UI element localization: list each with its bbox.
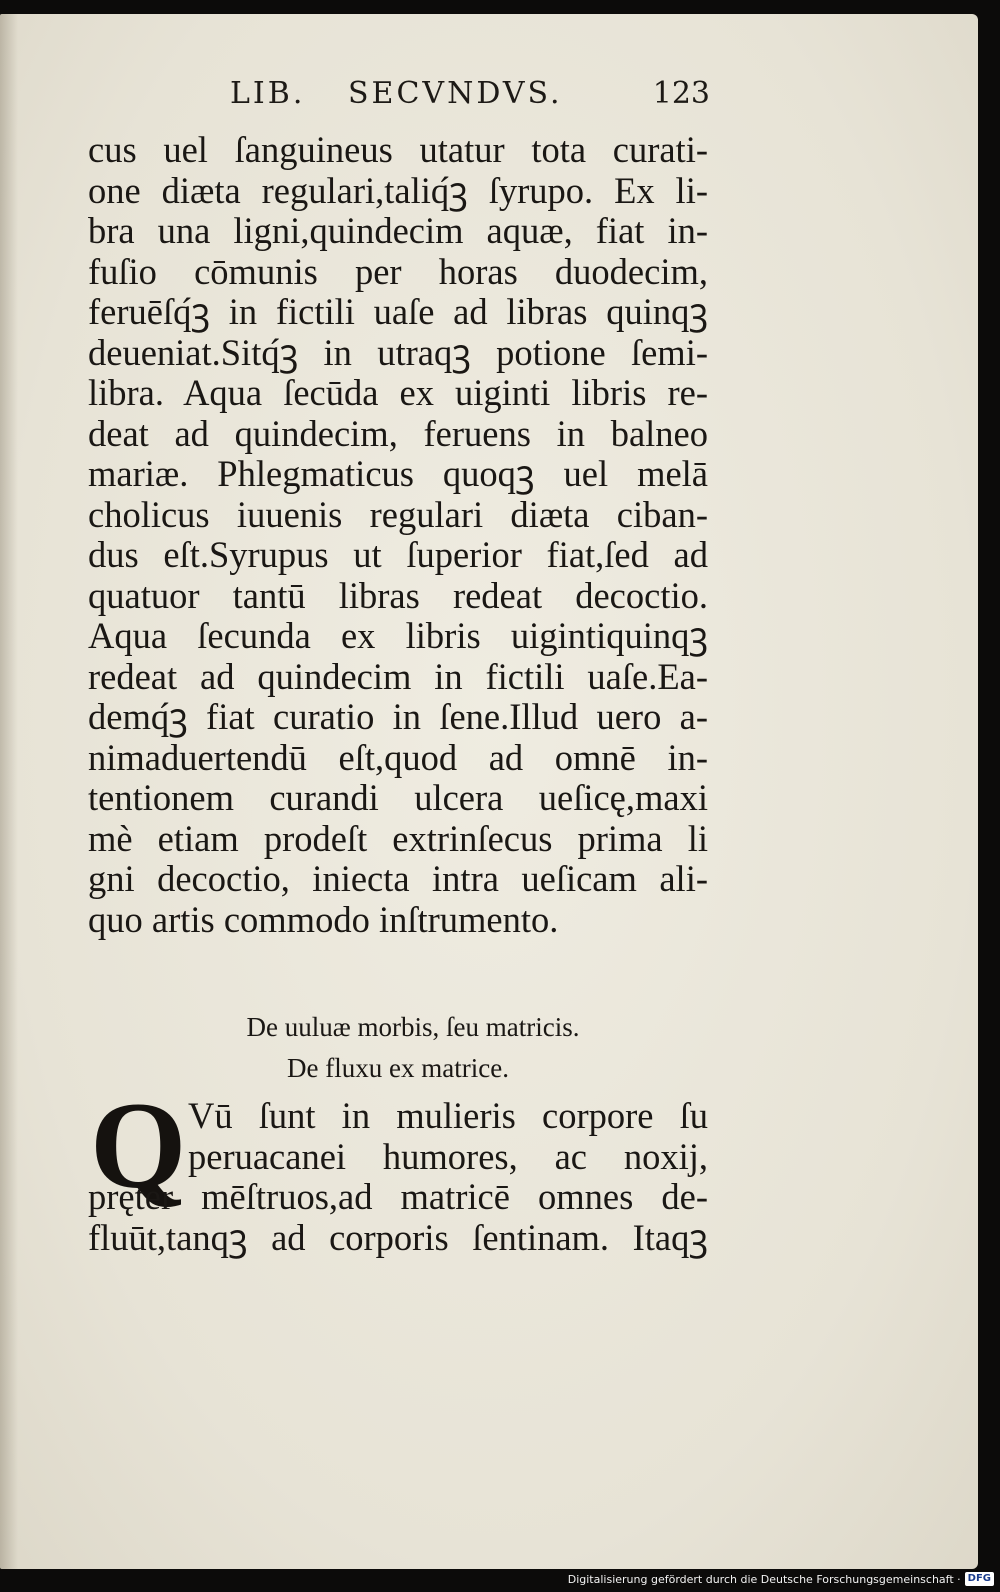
text-line: tentionem curandi ulcera ueſicę,maxi bbox=[88, 777, 708, 818]
text-line: bra una ligni,quindecim aquæ, fiat in- bbox=[88, 210, 708, 251]
text-line: deat ad quindecim, feruens in balneo bbox=[88, 412, 708, 454]
text-line: pręter mēſtruos,ad matricē omnes de- bbox=[88, 1176, 708, 1217]
text-line: feruēſq́ꝫ in fictili uaſe ad libras quinqꝫ bbox=[88, 291, 708, 332]
dfg-logo-icon: DFG bbox=[965, 1572, 994, 1586]
text-line: Vū ſunt in mulieris corpore ſu bbox=[188, 1095, 708, 1136]
text-line: libra. Aqua ſecūda ex uiginti libris re- bbox=[88, 372, 708, 413]
text-line: redeat ad quindecim in fictili uaſe.Ea- bbox=[88, 655, 708, 697]
section-label: SECVNDVS. bbox=[348, 76, 563, 111]
book-label: LIB. bbox=[230, 76, 306, 111]
text-line: nimaduertendū eſt,quod ad omnē in- bbox=[88, 736, 708, 778]
text-line: fluūt,tanqꝫ ad corporis ſentinam. Itaqꝫ bbox=[88, 1216, 708, 1258]
text-line: demq́ꝫ fiat curatio in ſene.Illud uero a- bbox=[88, 696, 708, 737]
main-text-block bbox=[88, 130, 708, 940]
text-line: quatuor tantū libras redeat decoctio. bbox=[88, 574, 708, 616]
page-number: 123 bbox=[652, 76, 710, 111]
text-line: mariæ. Phlegmaticus quoqꝫ uel melā bbox=[88, 453, 708, 494]
drop-cap: Q bbox=[90, 1077, 187, 1214]
section-heading: De uuluæ morbis, ſeu matricis. bbox=[246, 1012, 580, 1042]
text-line: gni decoctio, iniecta intra ueſicam ali- bbox=[88, 858, 708, 899]
text-line: one diæta regulari,taliq́ꝫ ſyrupo. Ex li- bbox=[88, 169, 708, 211]
paragraph-text-block bbox=[88, 1096, 708, 1258]
book-page bbox=[0, 14, 978, 1569]
text-line: mè etiam prodeſt extrinſecus prima li bbox=[88, 817, 708, 859]
text-line: fuſio cōmunis per horas duodecim, bbox=[88, 250, 708, 292]
text-line: cholicus iuuenis regulari diæta ciban- bbox=[88, 493, 708, 535]
text-line: Aqua ſecunda ex libris uigintiquinqꝫ bbox=[88, 615, 708, 656]
text-line: cus uel ſanguineus utatur tota curati- bbox=[88, 129, 708, 170]
subsection-heading: De fluxu ex matrice. bbox=[287, 1053, 509, 1083]
credit-text: Digitalisierung gefördert durch die Deutsche Forschungsgemeinschaft · bbox=[567, 1572, 961, 1586]
text-line: dus eſt.Syrupus ut ſuperior fiat,ſed ad bbox=[88, 534, 708, 575]
running-header bbox=[230, 76, 710, 116]
text-line: deueniat.Sitq́ꝫ in utraqꝫ potione ſemi- bbox=[88, 331, 708, 373]
text-line: quo artis commodo inſtrumento. bbox=[88, 898, 559, 940]
text-line: peruacanei humores, ac noxij, bbox=[188, 1135, 708, 1177]
digitization-credit bbox=[568, 1570, 994, 1588]
